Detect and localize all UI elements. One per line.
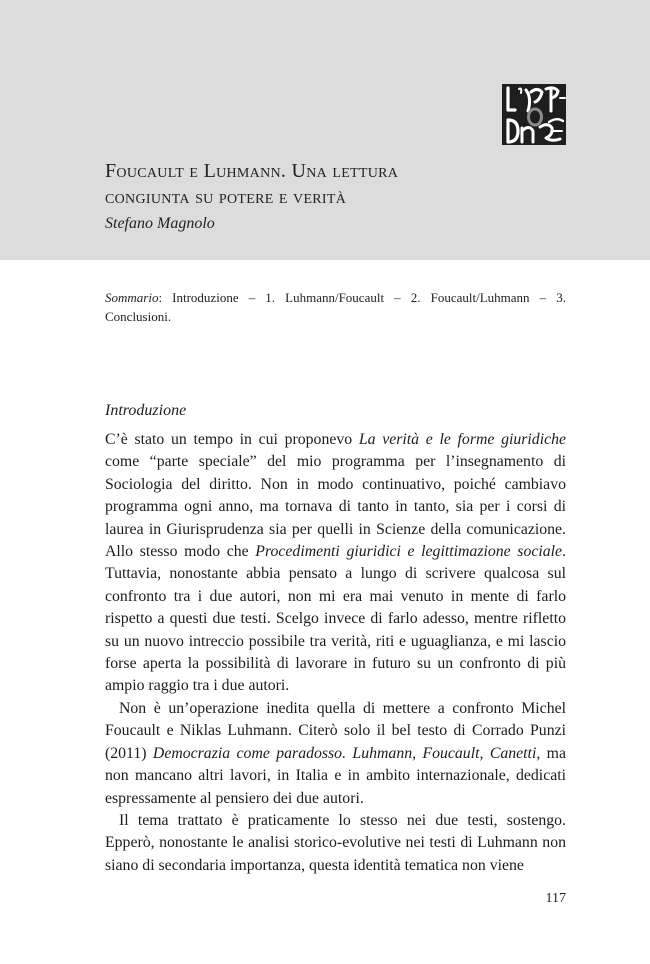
article-summary [105, 288, 566, 326]
paragraph-3 [105, 810, 566, 877]
page-number: 117 [545, 891, 566, 906]
paragraph-1-text-1: C’è stato un tempo in cui proponevo [105, 431, 359, 448]
paragraph-2-book-title: Democrazia come paradosso. Luhmann, Foucault, Canetti [152, 744, 537, 762]
article-author: Stefano Magnolo [105, 215, 215, 232]
paragraph-1-text-3: . Tuttavia, nonostante abbia pensato a lungo di scrivere qualcosa sul confronto tra i due autori, non mi era mai venuto in mente di farlo rispetto a questi due testi. Scelgo invece di farlo adesso, mentre rifletto su un nuovo intreccio possibile tra verità, riti e uguaglianza, e mi lascio forse aperta la possibilità di lavorare in futuro su un confronto di più ampio raggio tra i due autori. [105, 543, 566, 695]
journal-logo-icon [502, 84, 566, 145]
paragraph-3-text: Il tema trattato è praticamente lo stesso nei due testi, sostengo. Epperò, nonostante le analisi storico-evolutive nei testi di Luhmann non siano di secondaria importanza, questa identità tematica non viene [105, 811, 566, 874]
paragraph-1 [105, 429, 566, 698]
article-title-line-1: Foucault e Luhmann. Una lettura [105, 160, 399, 182]
section-title-introduzione: Introduzione [105, 402, 187, 419]
paragraph-1-text-2: come “parte speciale” del mio programma per l’insegnamento di Sociologia del diritto. Non in modo continuativo, poiché cambiavo programma ogni anno, ma tornava di tanto in tanto, sia per i corsi di laurea in Giurisprudenza sia per quelli in Scienze della comunicazione. Allo stesso modo che [105, 453, 566, 561]
article-title-line-2: congiunta su potere e verità [105, 186, 347, 208]
summary-label: Sommario [105, 290, 159, 305]
summary-text: : Introduzione – 1. Luhmann/Foucault – 2. Foucault/Luhmann – 3. Conclusioni. [105, 290, 566, 324]
paragraph-2 [105, 698, 566, 810]
paragraph-1-book-title-1: La verità e le forme giuridiche [358, 431, 566, 448]
header-band [0, 0, 650, 260]
body-text [105, 429, 566, 877]
paragraph-2-text-1: Non è un’operazione inedita quella di mettere a confronto Michel Foucault e Niklas Luhmann. Citerò solo il bel testo di Corrado Punzi (2011) [105, 699, 566, 762]
article-title [105, 158, 575, 210]
paragraph-2-text-2: , ma non mancano altri lavori, in Italia e in ambito internazionale, dedicati espressamente al pensiero dei due autori. [105, 744, 566, 807]
paragraph-1-book-title-2: Procedimenti giuridici e legittimazione sociale [255, 543, 563, 561]
